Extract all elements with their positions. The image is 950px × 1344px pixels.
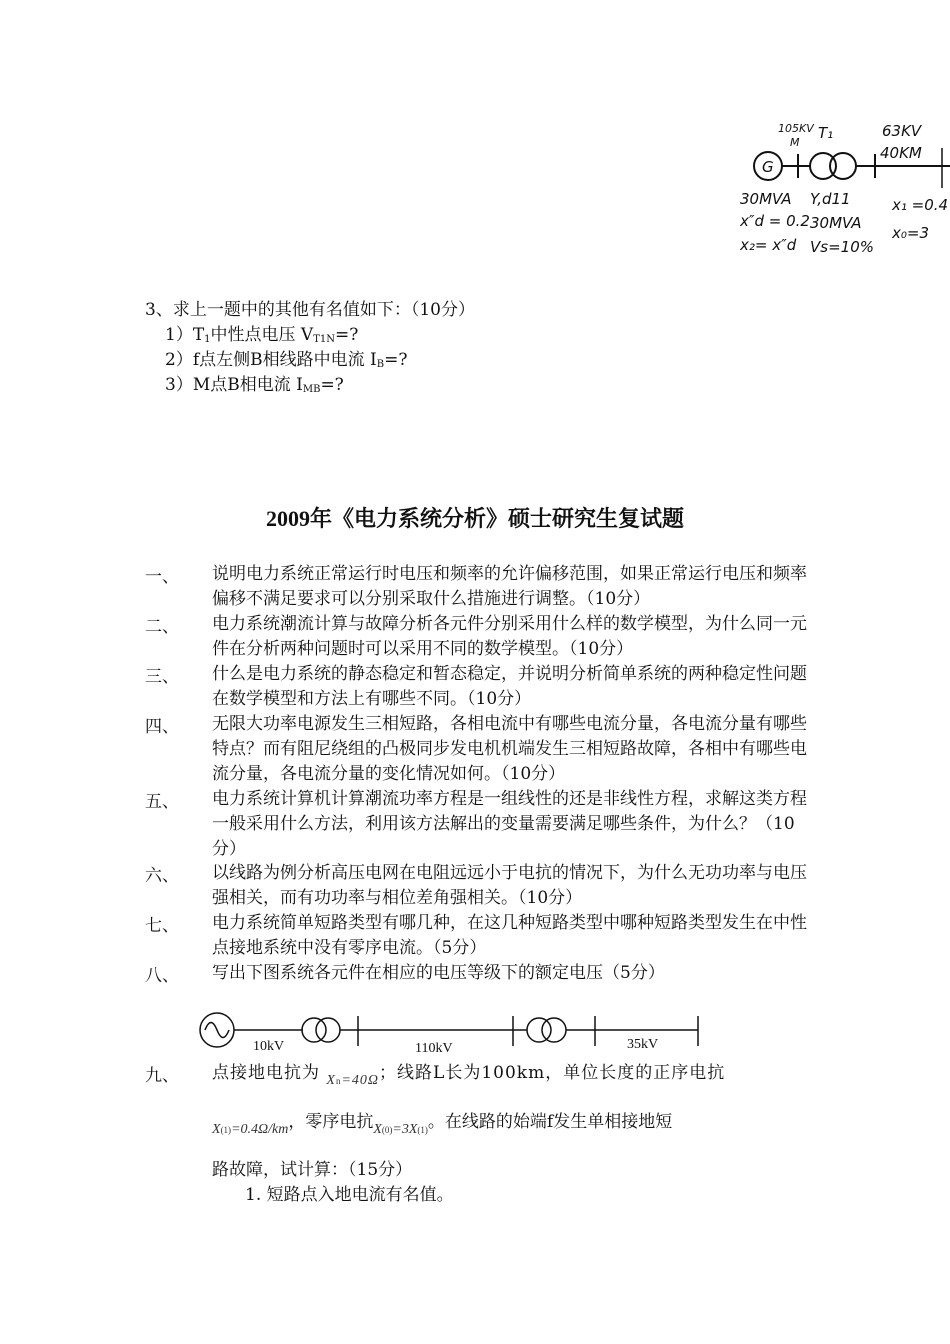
question9-line3: 路故障，试计算：（15分） (212, 1160, 413, 1180)
question-text: 说明电力系统正常运行时电压和频率的允许偏移范围，如果正常运行电压和频率偏移不满足要求可以分别采取什么措施进行调整。（10分） (212, 564, 807, 609)
question9-line2: $_{X(1)=0.4\Omega/km}$，零序电抗$_{X(0)=3X(1)}$。在线路的始端f发生单相接地短 (212, 1112, 673, 1137)
question3-item-1: $1)T_1$中性点电压 $V_{T1N}=$? (165, 325, 359, 345)
question-text: 电力系统简单短路类型有哪几种，在这几种短路类型中哪种短路类型发生在中性点接地系统中没有零序电流。（5分） (212, 913, 807, 958)
handwritten-circuit-figure (740, 118, 950, 268)
gen-xd: x″d = 0.2 (740, 212, 810, 230)
question-text: 电力系统潮流计算与故障分析各元件分别采用什么样的数学模型，为什么同一元件在分析两种问题时可以采用不同的数学模型。（10分） (212, 614, 807, 659)
gen-rating: 30MVA (740, 190, 792, 208)
gen-x2: x₂= x″d (740, 236, 797, 254)
question3-item-3: 3）M点B相电流 $I_{MB}=$? (165, 375, 344, 395)
line-length: 40KM (880, 144, 922, 162)
bus-voltage: 105KV (778, 122, 814, 135)
tx-rating: 30MVA (810, 214, 862, 232)
question-number: 二、 (145, 617, 179, 637)
transformer-1-symbol (302, 1018, 326, 1042)
line-voltage: 63KV (882, 122, 922, 140)
question-number: 四、 (145, 717, 179, 737)
question9-line1: 点接地电抗为 $_{Xn=40\Omega}$；线路L长为100km，单位长度的正序电抗 (212, 1063, 726, 1088)
exam-title: 2009年《电力系统分析》硕士研究生复试题 (265, 506, 684, 531)
question-text: 什么是电力系统的静态稳定和暂态稳定，并说明分析简单系统的两种稳定性问题在数学模型和方法上有哪些不同。（10分） (212, 664, 807, 709)
transformer-2-symbol (527, 1018, 551, 1042)
question-number: 一、 (145, 567, 179, 587)
question-number: 三、 (145, 667, 179, 687)
bus-label: M (790, 136, 800, 149)
question3-head: 3、求上一题中的其他有名值如下：（10分） (145, 300, 475, 320)
tx-vs: Vs=10% (810, 238, 874, 256)
transformer-label: T₁ (818, 124, 834, 142)
voltage-label-10kv: 10kV (253, 1039, 285, 1054)
question-text: 无限大功率电源发生三相短路，各相电流中有哪些电流分量，各电流分量有哪些特点？而有阻尼绕组的凸极同步发电机机端发生三相短路故障，各相中有哪些电流分量，各电流分量的变化情况如何。（10分） (212, 714, 807, 784)
question-text: 写出下图系统各元件在相应的电压等级下的额定电压（5分） (212, 963, 665, 983)
question-number: 七、 (145, 916, 179, 936)
system-diagram (195, 1008, 715, 1058)
voltage-label-110kv: 110kV (415, 1041, 453, 1056)
question-number: 九、 (145, 1066, 179, 1086)
voltage-label-35kv: 35kV (627, 1037, 659, 1052)
gen-label: G (762, 158, 774, 176)
question-text: 电力系统计算机计算潮流功率方程是一组线性的还是非线性方程，求解这类方程一般采用什么方法，利用该方法解出的变量需要满足哪些条件，为什么？（10分） (212, 789, 807, 859)
question9-sub-item: 1. 短路点入地电流有名值。 (245, 1185, 454, 1205)
question-text: 以线路为例分析高压电网在电阻远远小于电抗的情况下，为什么无功功率与电压强相关，而有功功率与相位差角强相关。（10分） (212, 863, 807, 908)
question-number: 八、 (145, 966, 179, 986)
tx-connection: Y,d11 (810, 190, 851, 208)
question3-item-2: 2）f点左侧B相线路中电流 $I_B=$? (165, 350, 408, 370)
line-x0: x₀=3 (892, 224, 930, 242)
question-number: 五、 (145, 792, 179, 812)
line-x1: x₁ =0.4 (892, 196, 949, 214)
question-number: 六、 (145, 866, 179, 886)
